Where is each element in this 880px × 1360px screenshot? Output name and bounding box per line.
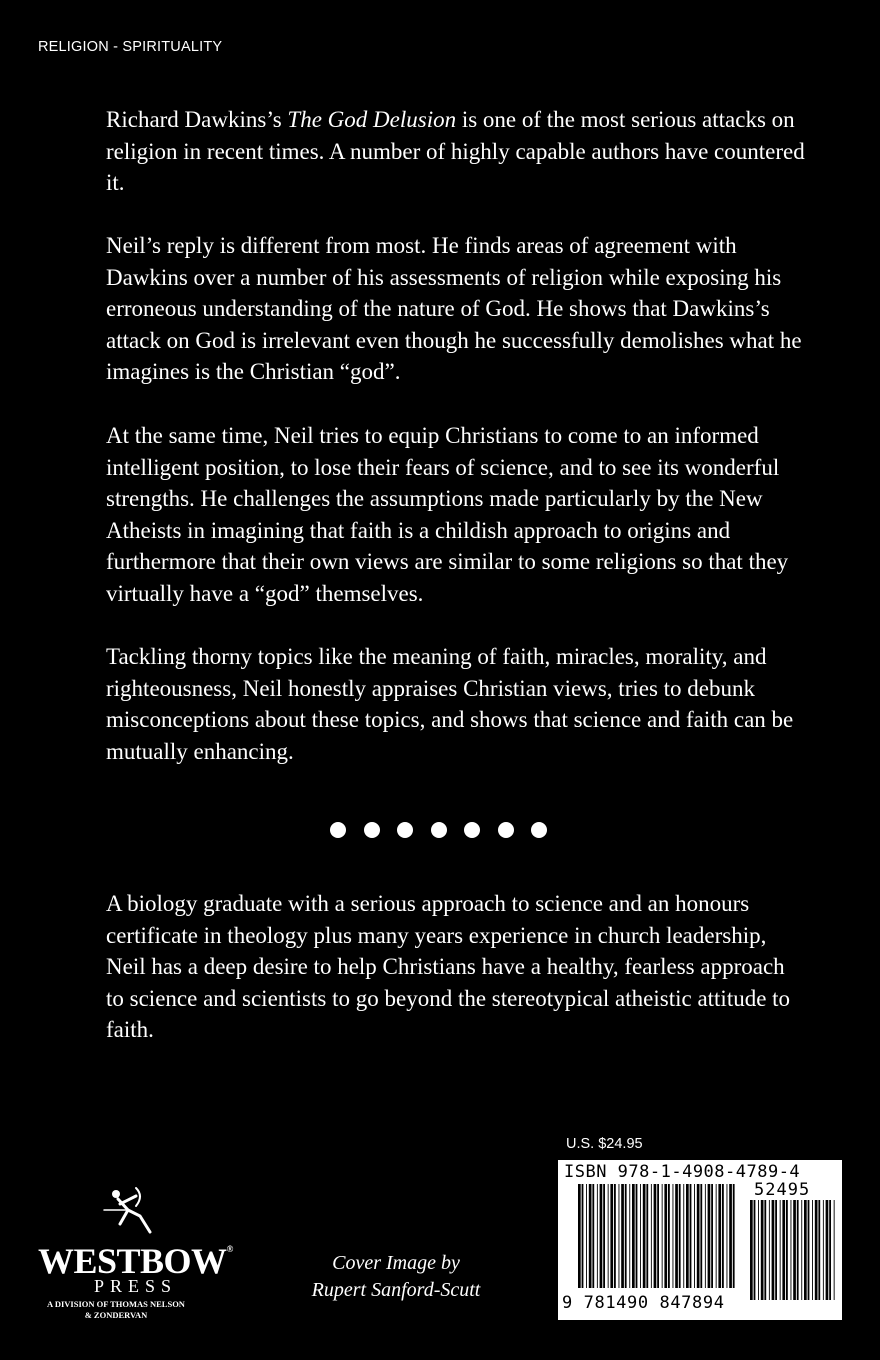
description-paragraph-3: At the same time, Neil tries to equip Christians to come to an informed intelligent position, to lose their fears of science, and to see its wonderful strengths. He challenges the assumptions made particularly by the New Atheists in imagining that faith is a childish approach to origins and furthermore that their own views are similar to some religions so that they virtually have a “god” themselves. [106, 423, 789, 606]
barcode-bar [614, 1184, 616, 1288]
separator-dot [531, 822, 547, 838]
barcode-bar [578, 1184, 581, 1288]
barcode-bar [791, 1200, 792, 1300]
barcode-bar [619, 1184, 620, 1288]
barcode-bar [758, 1200, 759, 1300]
barcode-bar [780, 1200, 781, 1300]
barcode-bar [812, 1200, 813, 1300]
barcode-bar [761, 1200, 764, 1300]
barcode-bar [786, 1200, 788, 1300]
separator-dot [431, 822, 447, 838]
cover-credit-line1: Cover Image by [332, 1252, 460, 1274]
barcode-bar [586, 1184, 587, 1288]
price-addon-number: 52495 [754, 1180, 811, 1200]
barcode-bar [654, 1184, 657, 1288]
cover-credit [296, 1250, 496, 1304]
description-paragraph-4: Tackling thorny topics like the meaning of faith, miracles, morality, and righteousness, Neil honestly appraises Christian views, tries to debunk misconceptions about these topics, and shows that science and faith can be mutually enhancing. [106, 644, 794, 764]
barcode-bar [801, 1200, 802, 1300]
barcode-bar [808, 1200, 810, 1300]
barcode-bar [727, 1184, 728, 1288]
isbn-number: ISBN 978-1-4908-4789-4 [564, 1162, 801, 1182]
barcode-bar [729, 1184, 732, 1288]
barcode-bar [603, 1184, 605, 1288]
barcode-bar [675, 1184, 678, 1288]
barcode-bar [651, 1184, 652, 1288]
barcode-bar [733, 1184, 735, 1288]
barcode-bar [640, 1184, 641, 1288]
barcode-bar [646, 1184, 648, 1288]
barcode-bar [834, 1200, 835, 1300]
ean-barcode-bars [578, 1184, 738, 1288]
publisher-press: PRESS [94, 1276, 178, 1296]
barcode-bar [582, 1184, 584, 1288]
barcode-bar [711, 1184, 713, 1288]
barcode-bar [592, 1184, 594, 1288]
barcode-bar [608, 1184, 609, 1288]
barcode-bar [625, 1184, 627, 1288]
barcode-bar [772, 1200, 775, 1300]
barcode-bar [686, 1184, 689, 1288]
barcode-bar [697, 1184, 700, 1288]
barcode-bar [597, 1184, 598, 1288]
barcode-bar [664, 1184, 667, 1288]
barcode-bar [600, 1184, 603, 1288]
cover-credit-line2: Rupert Sanford-Scutt [311, 1279, 481, 1301]
description-paragraph-2: Neil’s reply is different from most. He finds areas of agreement with Dawkins over a number of his assessments of religion while exposing his erroneous understanding of the nature of God. He shows that Dawkins’s attack on God is irrelevant even though he successfully demolishes what he imagines is the Christian “god”. [106, 233, 802, 384]
barcode-bar [643, 1184, 646, 1288]
publisher-division: A DIVISION OF THOMAS NELSON [47, 1299, 185, 1309]
barcode-bar [718, 1184, 721, 1288]
barcode-bar [826, 1200, 829, 1300]
barcode-bar [683, 1184, 684, 1288]
barcode-bar [632, 1184, 635, 1288]
barcode-bar [636, 1184, 638, 1288]
barcode-bar [750, 1200, 753, 1300]
separator-dot [330, 822, 346, 838]
publisher-name: WESTBOW [38, 1241, 227, 1281]
barcode-bar [793, 1200, 796, 1300]
barcode-bar [815, 1200, 818, 1300]
isbn-barcode [558, 1160, 842, 1320]
section-separator [330, 822, 547, 838]
barcode-bar [705, 1184, 706, 1288]
publisher-division-2: & ZONDERVAN [84, 1310, 148, 1320]
barcode-bar [657, 1184, 659, 1288]
registered-mark: ® [226, 1244, 233, 1254]
book-title: The God Delusion [287, 107, 457, 132]
barcode-bar [797, 1200, 799, 1300]
barcode-bar [629, 1184, 630, 1288]
addon-barcode-bars [750, 1200, 836, 1300]
separator-dot [498, 822, 514, 838]
author-bio: A biology graduate with a serious approach to science and an honours certificate in theology plus many years experience in church leadership, Neil has a deep desire to help Christians have a healthy, fearless approach to science and scientists to go beyond the stereotypical atheistic attitude to faith. [106, 891, 791, 1042]
archer-icon [98, 1186, 158, 1238]
barcode-bar [769, 1200, 770, 1300]
barcode-bar [823, 1200, 824, 1300]
barcode-bar [589, 1184, 592, 1288]
barcode-bar [610, 1184, 613, 1288]
barcode-bar [690, 1184, 692, 1288]
barcode-bar [804, 1200, 807, 1300]
separator-dot [364, 822, 380, 838]
barcode-bar [782, 1200, 785, 1300]
barcode-bar [668, 1184, 670, 1288]
barcode-bar [662, 1184, 663, 1288]
barcode-bar [621, 1184, 624, 1288]
barcode-bar [818, 1200, 820, 1300]
description-paragraph-1: Richard Dawkins’s The God Delusion is one of the most serious attacks on religion in recent times. A number of highly capable authors have countered it. [106, 107, 805, 195]
ean-number: 9 781490 847894 [562, 1293, 725, 1313]
barcode-bar [764, 1200, 766, 1300]
barcode-bar [754, 1200, 756, 1300]
separator-dot [397, 822, 413, 838]
barcode-bar [722, 1184, 724, 1288]
barcode-bar [716, 1184, 717, 1288]
barcode-bar [708, 1184, 711, 1288]
barcode-bar [694, 1184, 695, 1288]
category-label: RELIGION - SPIRITUALITY [38, 39, 223, 55]
barcode-bar [673, 1184, 674, 1288]
separator-dot [464, 822, 480, 838]
barcode-bar [700, 1184, 702, 1288]
price-label: U.S. $24.95 [566, 1136, 643, 1152]
barcode-bar [829, 1200, 831, 1300]
barcode-bar [679, 1184, 681, 1288]
barcode-bar [775, 1200, 777, 1300]
